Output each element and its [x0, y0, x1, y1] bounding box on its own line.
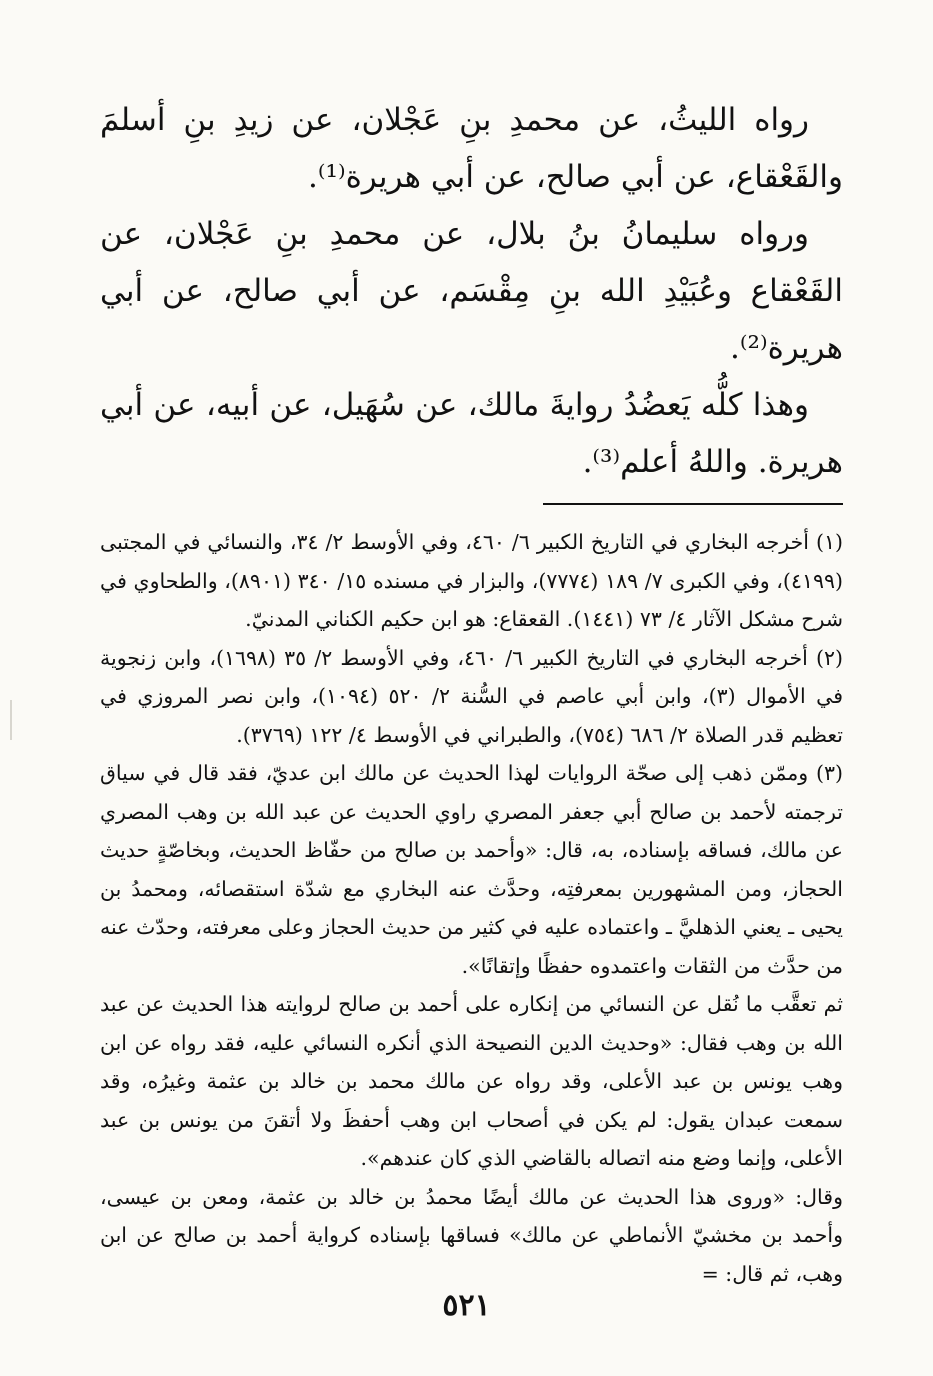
main-text [100, 92, 843, 491]
footnote-3-continued-1: ثم تعقَّب ما نُقل عن النسائي من إنكاره على أحمد بن صالح لروايته هذا الحديث عن عبد الله بن وهب فقال: «وحديث الدين النصيحة الذي أنكره النسائي عليه، فقد رواه عن ابن وهب يونس بن عبد الأعلى، وقد رواه عن مالك محمد بن خالد بن عثمة وغيرُه، وقد سمعت عبدان يقول: لم يكن في أصحاب ابن وهب أحفظَ ولا أتقنَ من يونس بن عبد الأعلى، وإنما وضع منه اتصاله بالقاضي الذي كان عندهم». [100, 992, 843, 1170]
footnote-1: (١) أخرجه البخاري في التاريخ الكبير ٦/ ٤٦٠، وفي الأوسط ٢/ ٣٤، والنسائي في المجتبى (٤١٩٩)، وفي الكبرى ٧/ ١٨٩ (٧٧٧٤)، والبزار في مسنده ١٥/ ٣٤٠ (٨٩٠١)، والطحاوي في شرح مشكل الآثار ٤/ ٧٣ (١٤٤١). القعقاع: هو ابن حكيم الكناني المدنيّ. [100, 530, 843, 631]
main-paragraph-2: ورواه سليمانُ بنُ بلال، عن محمدِ بنِ عَجْلان، عن القَعْقاع وعُبَيْدِ الله بنِ مِقْسَم، عن أبي صالح، عن أبي هريرة⁽²⁾. [100, 216, 843, 366]
main-paragraph-3: وهذا كلُّه يَعضُدُ روايةَ مالك، عن سُهَيل، عن أبيه، عن أبي هريرة. واللهُ أعلم⁽³⁾. [100, 387, 843, 480]
footnote-separator [543, 503, 843, 505]
footnote-3-continued-2: وقال: «وروى هذا الحديث عن مالك أيضًا محمدُ بن خالد بن عثمة، ومعن بن عيسى، وأحمد بن مخشيّ الأنماطي عن مالك» فساقها بإسناده كرواية أحمد بن صالح عن ابن وهب، ثم قال: = [100, 1184, 843, 1286]
footnote-2: (٢) أخرجه البخاري في التاريخ الكبير ٦/ ٤٦٠، وفي الأوسط ٢/ ٣٥ (١٦٩٨)، وابن زنجوية في الأموال (٣)، وابن أبي عاصم في السُّنة ٢/ ٥٢٠ (١٠٩٤)، وابن نصر المروزي في تعظيم قدر الصلاة ٢/ ٦٨٦ (٧٥٤)، والطبراني في الأوسط ٤/ ١٢٢ (٣٧٦٩). [100, 645, 843, 747]
main-paragraph-1: رواه الليثُ، عن محمدِ بنِ عَجْلان، عن زيدِ بنِ أسلمَ والقَعْقاع، عن أبي صالح، عن أبي هريرة⁽¹⁾. [100, 102, 843, 195]
page-edge-mark [10, 700, 12, 740]
footnotes [100, 523, 843, 1293]
page-number: ٥٢١ [442, 1288, 491, 1323]
footnote-3: (٣) وممّن ذهب إلى صحّة الروايات لهذا الحديث عن مالك ابن عديّ، فقد قال في سياق ترجمته لأحمد بن صالح أبي جعفر المصري راوي الحديث عن عبد الله بن وهب المصري عن مالك، فساقه بإسناده، به، قال: «وأحمد بن صالح من حفّاظ الحديث، وبخاصّةٍ حديث الحجاز، ومن المشهورين بمعرفتِه، وحدَّث عنه البخاري مع شدّة استقصائه، ومحمدُ بن يحيى ـ يعني الذهليَّ ـ واعتماده عليه في كثير من حديث الحجاز وعلى معرفته، وحدّث عنه من حدَّث من الثقات واعتمدوه حفظًا وإتقانًا». [100, 761, 843, 978]
